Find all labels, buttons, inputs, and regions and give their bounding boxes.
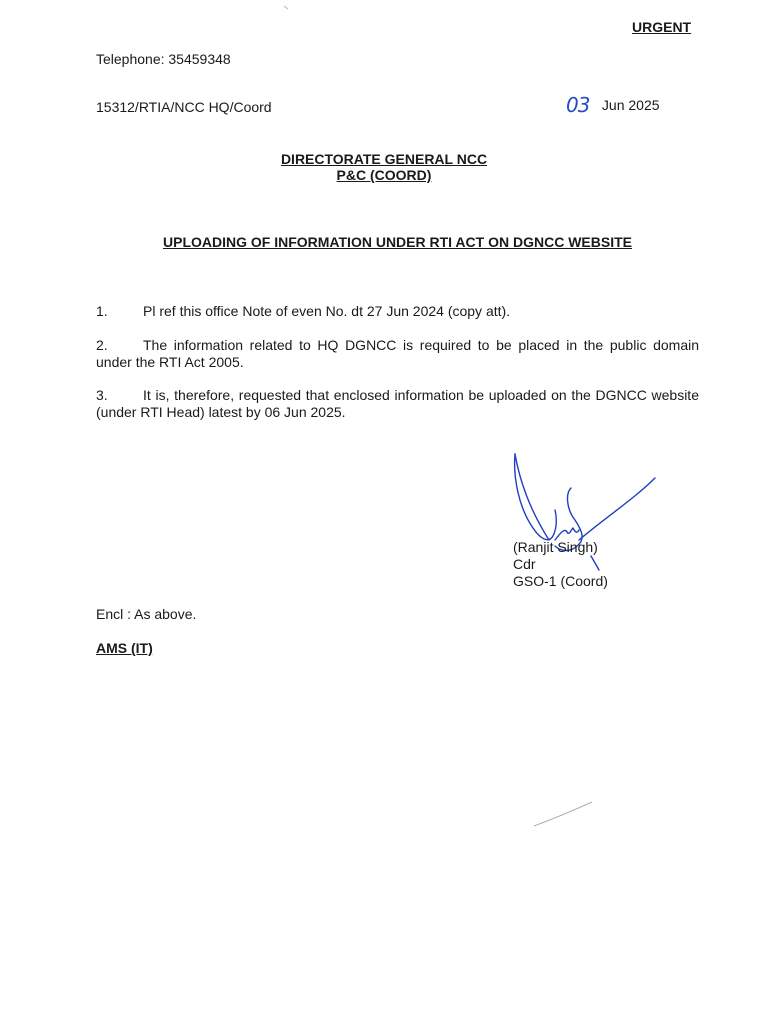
paragraph-number: 2. (96, 337, 108, 353)
signatory-name: (Ranjit Singh) (513, 539, 598, 555)
enclosure-line: Encl : As above. (96, 606, 197, 622)
paragraph-3 (96, 387, 699, 421)
paragraph-number: 1. (96, 303, 108, 319)
urgent-label: URGENT (632, 19, 692, 35)
telephone-line: Telephone: 35459348 (96, 51, 231, 67)
paragraph-text: Pl ref this office Note of even No. dt 27 Jun 2024 (copy att). (143, 303, 511, 319)
scan-mark (530, 796, 600, 832)
reference-number: 15312/RTIA/NCC HQ/Coord (96, 99, 272, 115)
signatory-rank: Cdr (513, 556, 536, 572)
office-heading-line2: P&C (COORD) (336, 167, 432, 183)
addressee: AMS (IT) (96, 640, 153, 656)
subject-line: UPLOADING OF INFORMATION UNDER RTI ACT ON DGNCC WEBSITE (163, 234, 632, 250)
date-month-year: Jun 2025 (601, 97, 660, 113)
paragraph-number: 3. (96, 387, 108, 403)
scan-mark (280, 2, 292, 14)
handwritten-day: 03 (566, 93, 590, 117)
office-heading-line1: DIRECTORATE GENERAL NCC (280, 151, 488, 167)
signatory-appointment: GSO-1 (Coord) (513, 573, 608, 589)
paragraph-text: The information related to HQ DGNCC is required to be placed in the public domain under the RTI Act 2005. (96, 337, 699, 370)
paragraph-text: It is, therefore, requested that enclosed information be uploaded on the DGNCC website (under RTI Head) latest by 06 Jun 2025. (96, 387, 699, 420)
paragraph-2 (96, 337, 699, 371)
letter-date (566, 93, 660, 119)
paragraph-1 (96, 303, 699, 320)
